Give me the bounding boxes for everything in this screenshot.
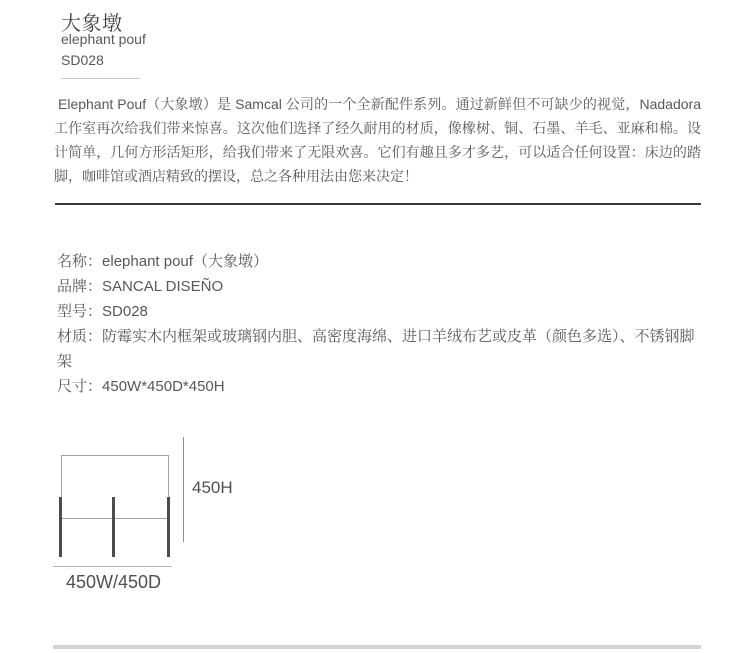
spec-colon: ：: [87, 253, 103, 270]
bottom-divider: [53, 645, 701, 649]
spec-row-model: [57, 299, 702, 324]
spec-value: SD028: [102, 303, 148, 320]
spec-value: 防霉实木内框架或玻璃钢内胆、高密度海绵、进口羊绒布艺或皮革（颜色多选）、不锈钢脚架: [57, 328, 695, 370]
spec-label: 名称: [57, 253, 88, 270]
spec-value: SANCAL DISEÑO: [102, 278, 224, 295]
height-dimension-line: [183, 437, 184, 542]
header-underline: [61, 78, 140, 79]
width-dimension-line: [53, 566, 172, 567]
pouf-leg-left: [59, 497, 62, 557]
pouf-outline: [61, 455, 169, 519]
spec-label: 尺寸: [57, 378, 88, 395]
section-divider: [55, 203, 701, 205]
pouf-leg-middle: [112, 497, 115, 557]
spec-colon: ：: [87, 303, 103, 320]
spec-colon: ：: [87, 278, 103, 295]
height-dimension-label: 450H: [192, 478, 233, 497]
page-title: 大象墩: [61, 13, 123, 36]
spec-row-name: [57, 249, 702, 274]
width-depth-dimension-label: 450W/450D: [66, 572, 162, 592]
spec-value: 450W*450D*450H: [102, 378, 225, 395]
product-model-code: SD028: [61, 52, 104, 68]
spec-row-brand: [57, 274, 702, 299]
product-description: Elephant Pouf（大象墩）是 Samcal 公司的一个全新配件系列。通过新鲜但不可缺少的视觉，Nadadora 工作室再次给我们带来惊喜。这次他们选择了经久耐用的材质，像橡树、铜、石墨、羊毛、亚麻和棉。设计简单，几何方形活矩形，给我们带来了无限欢喜。它们有趣且多才多艺，可以适合任何设置：床边的踏脚，咖啡馆或酒店精致的摆设，总之各种用法由您来决定！: [54, 96, 701, 184]
spec-value: elephant pouf（大象墩）: [102, 253, 268, 270]
spec-list: [57, 249, 702, 399]
spec-row-material: [57, 324, 702, 374]
spec-label: 型号: [57, 303, 88, 320]
spec-row-size: [57, 374, 702, 399]
spec-colon: ：: [87, 378, 103, 395]
spec-label: 品牌: [57, 278, 88, 295]
spec-colon: ：: [87, 328, 103, 345]
pouf-leg-right: [167, 497, 170, 557]
spec-label: 材质: [57, 328, 88, 345]
product-subtitle: elephant pouf: [61, 31, 146, 47]
